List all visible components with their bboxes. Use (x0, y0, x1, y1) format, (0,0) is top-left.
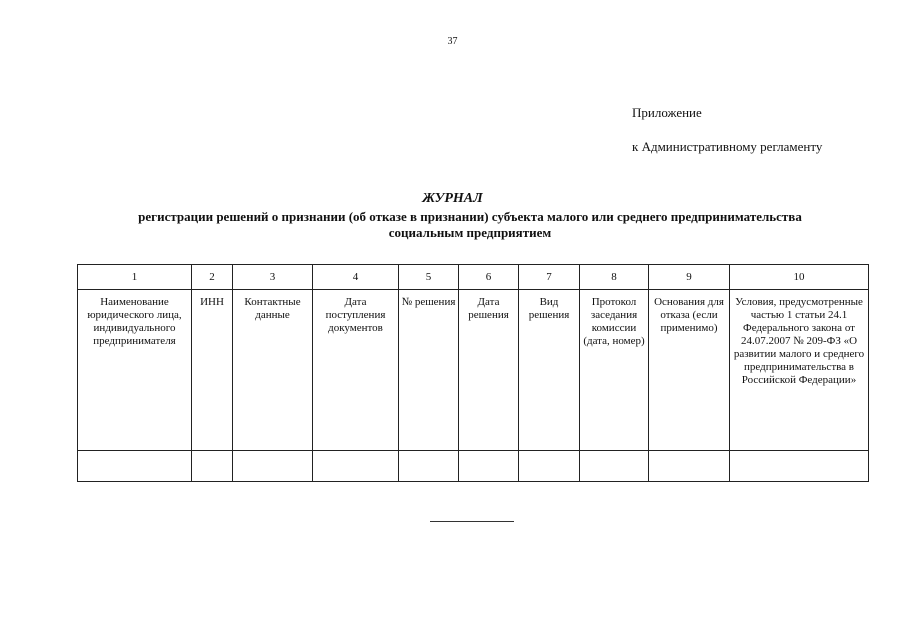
column-number: 4 (313, 265, 399, 290)
column-number: 1 (78, 265, 192, 290)
column-header: Вид решения (519, 290, 580, 451)
column-number: 7 (519, 265, 580, 290)
page-number: 37 (447, 36, 458, 47)
table-cell (78, 451, 192, 482)
journal-subtitle: регистрации решений о признании (об отказе в признании) субъекта малого или среднего предпринимательства социальным предприятием (138, 209, 802, 240)
column-number: 9 (649, 265, 730, 290)
column-number: 6 (459, 265, 519, 290)
journal-title: ЖУРНАЛ (422, 191, 483, 206)
table-cell (313, 451, 399, 482)
table-cell (459, 451, 519, 482)
column-number: 3 (233, 265, 313, 290)
table-cell (730, 451, 869, 482)
journal-table (77, 264, 869, 482)
column-number: 8 (580, 265, 649, 290)
column-header: Условия, предусмотренные частью 1 статьи 24.1 Федерального закона от 24.07.2007 № 209-ФЗ «О развитии малого и среднего предпринимательства в Российской Федерации» (730, 290, 869, 451)
column-header: Наименование юридического лица, индивидуального предпринимателя (78, 290, 192, 451)
column-number: 10 (730, 265, 869, 290)
table-cell (399, 451, 459, 482)
column-header: Дата поступления документов (313, 290, 399, 451)
column-header: Протокол заседания комиссии (дата, номер) (580, 290, 649, 451)
column-header: Контактные данные (233, 290, 313, 451)
table-cell (580, 451, 649, 482)
appendix-label: Приложение (632, 105, 702, 120)
table-cell (649, 451, 730, 482)
table-cell (192, 451, 233, 482)
column-header: ИНН (192, 290, 233, 451)
empty-data-row (78, 451, 869, 482)
column-number: 2 (192, 265, 233, 290)
table-cell (519, 451, 580, 482)
table-cell (233, 451, 313, 482)
column-header: № решения (399, 290, 459, 451)
column-header: Основания для отказа (если применимо) (649, 290, 730, 451)
column-number: 5 (399, 265, 459, 290)
column-header-row (78, 290, 869, 451)
column-number-row (78, 265, 869, 290)
column-header: Дата решения (459, 290, 519, 451)
appendix-regulation: к Административному регламенту (632, 139, 823, 154)
closing-rule (430, 521, 514, 522)
